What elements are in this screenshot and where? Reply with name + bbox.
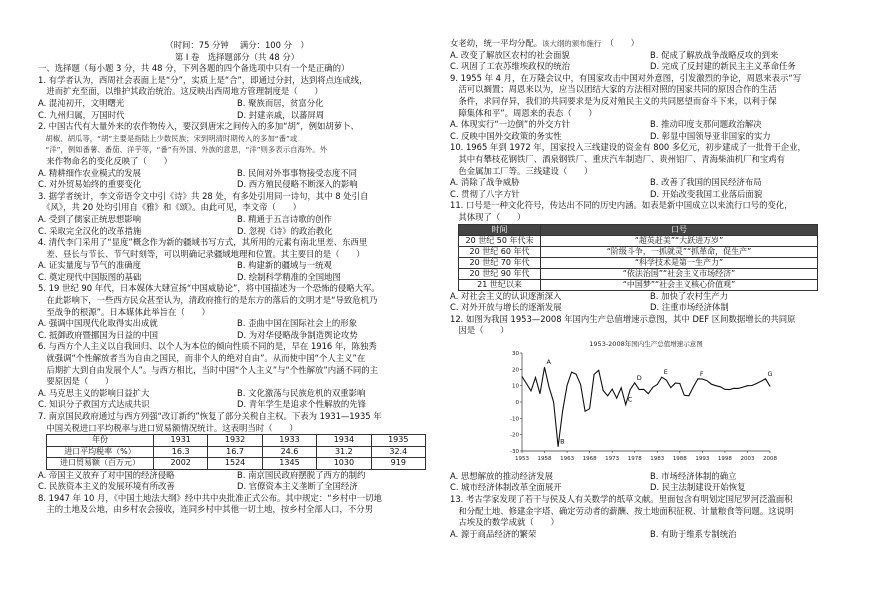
x-tick-label: 2008 xyxy=(763,455,777,462)
table-cell: 24.6 xyxy=(262,446,316,458)
option-c[interactable]: C. 奠定现代中国版图的基础 xyxy=(38,271,142,282)
data-point xyxy=(567,385,568,386)
table-cell: 31.2 xyxy=(317,446,371,458)
q5-options xyxy=(38,318,436,330)
option-d[interactable]: D. 绘制科学精准的全国地图 xyxy=(237,271,341,282)
q8-stem-continued xyxy=(450,38,850,50)
q12-options xyxy=(450,482,850,494)
data-point xyxy=(670,387,671,388)
data-point xyxy=(544,367,545,368)
option-b[interactable]: B. 构建新的疆域与一统观 xyxy=(237,260,332,271)
data-point xyxy=(734,388,735,389)
annotation-label: D xyxy=(636,373,642,382)
q13-stem: 和分配土地、修建金字塔、确定劳动者的薪酬、按土地面积征税、计量粮食等问题。这说明 xyxy=(450,505,794,516)
exam-time: （时间：75 分钟 满分：100 分 ） xyxy=(165,40,309,50)
option-a[interactable]: A. 消除了战争威胁 xyxy=(450,177,520,188)
q3-stem: 3. 据学者统计，李文帝语令文中引《诗》共 28 处，有多处引用同一诗句，其中 8 处引自 xyxy=(38,190,369,201)
q10-stem: 其中有攀枝花钢铁厂、酒泉钢铁厂、重庆汽车制造厂、贵州铝厂、青海柴油机厂和宝鸡有 xyxy=(450,153,785,164)
data-point xyxy=(616,398,617,399)
data-point xyxy=(571,372,572,373)
table-cell: 919 xyxy=(371,458,425,470)
q2-stem: 胡椒、胡瓜等，“胡”主要是指陆上少数民族；宋到明清时期传入的多加“番”或 xyxy=(38,133,298,143)
table-cell: “中国梦”“社会主义核心价值观” xyxy=(541,279,818,290)
tariff-table xyxy=(46,434,426,470)
table-cell: 16.7 xyxy=(208,446,262,458)
data-point xyxy=(693,386,694,387)
instructions: 一、选择题（每小题 3 分，共 48 分，下列各题的四个备选项中只有一个是正确的） xyxy=(38,63,350,74)
option-a[interactable]: A. 精耕细作农业模式的发展 xyxy=(38,167,142,178)
q3-options xyxy=(38,214,436,226)
y-tick-label: -30 xyxy=(510,448,519,455)
data-point xyxy=(706,380,707,381)
data-point xyxy=(666,379,667,380)
data-point xyxy=(684,395,685,396)
option-b[interactable]: B. 促成了解放战争战略反攻的到来 xyxy=(650,49,779,60)
table-header-cell: 时间 xyxy=(459,224,541,235)
option-a[interactable]: A. 源于商品经济的繁荣 xyxy=(450,528,537,539)
x-tick-label: 1958 xyxy=(537,455,552,462)
gdp-chart-svg xyxy=(450,337,850,471)
data-point xyxy=(770,386,771,387)
option-d[interactable]: D. 为对华侵略战争制造舆论攻势 xyxy=(237,329,358,340)
q8-options xyxy=(450,61,850,73)
q6-stem: 就强调“个性解放者当为自由之国民，而非个人的绝对自由”。从而使中国“个人主义”在 xyxy=(38,353,366,364)
q8-note: 该大纲的颁布施行 xyxy=(542,39,602,48)
q12-options xyxy=(450,471,850,483)
option-c[interactable]: C. 贯彻了八字方针 xyxy=(450,188,520,199)
table-cell: “超英赶美”“大跃进万岁” xyxy=(541,235,818,246)
data-point xyxy=(549,387,550,388)
x-tick-label: 1953 xyxy=(515,455,529,462)
q8-text: 女老幼，统一平均分配。 xyxy=(450,38,543,48)
table-cell: 1345 xyxy=(262,458,316,470)
q11-options xyxy=(450,302,850,314)
option-d[interactable]: D. 注重市场经济体制 xyxy=(650,302,729,313)
table-row xyxy=(47,458,426,470)
q6-options xyxy=(38,388,436,400)
data-point xyxy=(589,408,590,409)
table-row xyxy=(47,446,426,458)
q9-stem: 活可以搁置；周恩来以为，应当以团结大家的方法相对照的国家共同的原因合作的生活 xyxy=(450,84,777,95)
data-point xyxy=(648,393,649,394)
data-point xyxy=(747,385,748,386)
q1-options xyxy=(38,110,436,122)
table-header-row xyxy=(459,224,818,235)
q9-stem: 障集体和平”。周恩来的表态（ ） xyxy=(450,107,597,118)
q10-stem: 色金属加工厂等。三线建设（ ） xyxy=(450,165,593,176)
x-tick-label: 1993 xyxy=(695,455,710,462)
data-point xyxy=(553,401,554,402)
data-point xyxy=(697,378,698,379)
data-point xyxy=(625,404,626,405)
option-d[interactable]: D. 官僚资本主义垄断了全国经济 xyxy=(237,481,358,492)
data-point xyxy=(540,393,541,394)
q1-stem: 进而扩充至面，以维护其政治统治。这反映出西周地方管理制度是（ ） xyxy=(38,86,323,97)
option-a[interactable]: A. 受到了儒家正统思想影响 xyxy=(38,213,142,224)
option-a[interactable]: A. 改变了解放区农村的社会面貌 xyxy=(450,49,570,60)
data-point xyxy=(657,384,658,385)
table-cell: “阶级斗争，一抓就灵”“抓革命，促生产” xyxy=(541,246,818,257)
table-header-cell: 1932 xyxy=(208,435,262,447)
table-header-row xyxy=(47,435,426,447)
table-cell: 20 世纪 70 年代 xyxy=(459,257,541,268)
annotation-label: F xyxy=(699,369,704,378)
q6-stem: 6. 与西方个人主义以自我回归、以个人为本位的倾向性质不同的是，早在 1916 年，陈独秀 xyxy=(38,341,377,352)
table-row xyxy=(459,257,818,268)
data-point xyxy=(675,383,676,384)
option-d[interactable]: D. 民主法制建设开始恢复 xyxy=(650,482,746,493)
q4-options xyxy=(38,272,436,284)
data-point xyxy=(679,383,680,384)
option-a[interactable]: A. 对社会主义的认识逐渐深入 xyxy=(450,290,562,301)
option-b[interactable]: B. 南京国民政府摆脱了西方的制约 xyxy=(237,469,366,480)
q5-stem: 在此影响下，一些西方民众甚至认为，清政府推行的是东方的落后的文明才是“导致危机乃 xyxy=(38,295,378,306)
q2-stem: 2. 中国古代有大量外来的农作物传入，要汉到唐宋之间传入的多加“胡”，例如胡萝卜、 xyxy=(38,121,359,132)
x-tick-label: 1973 xyxy=(605,455,620,462)
section-title: 第 I 卷 选择题部分（共 48 分） xyxy=(174,51,300,62)
q13-stem: 13. 考古学家发现了若干与侯及人有关数学的纸草文献。里面包含有明划定国尼罗河泛滥面积 xyxy=(450,494,793,505)
option-c[interactable]: C. 巩固了工农苏维埃政权的统治 xyxy=(450,61,571,72)
annotation-label: C xyxy=(627,395,633,404)
option-b[interactable]: B. 聚族而居，贫富分化 xyxy=(237,97,324,108)
data-point xyxy=(661,377,662,378)
option-b[interactable]: B. 民间对外事事物接受态度不同 xyxy=(237,167,357,178)
x-tick-label: 1988 xyxy=(672,455,687,462)
q1-options xyxy=(38,98,436,110)
option-c[interactable]: C. 九州归属，万国时代 xyxy=(38,109,125,120)
option-a[interactable]: A. 思想解放的推动经济发展 xyxy=(450,470,554,481)
chart-title: 1953-2008年国内生产总值增速示意图 xyxy=(589,339,703,348)
option-a[interactable]: A. 帝国主义放弃了对中国的经济侵略 xyxy=(38,469,175,480)
option-b[interactable]: B. 改善了我国的国民经济布局 xyxy=(650,177,762,188)
data-point xyxy=(725,389,726,390)
q4-stem: 4. 清代李门采用了“显度”概念作为新的疆域书写方式，其所用的元素有南北里差、东西里 xyxy=(38,237,368,248)
option-b[interactable]: B. 有助于维系专制统治 xyxy=(650,528,737,539)
q1-stem: 1. 有学者认为，西周社会表面上是“分”，实质上是“合”，即通过分封，达到将点连成线， xyxy=(38,74,368,85)
option-c[interactable]: C. 反映中国外交政策的务实性 xyxy=(450,130,562,141)
option-a[interactable]: A. 混沌初开，文明曙光 xyxy=(38,97,125,108)
option-c[interactable]: C. 抵御政府暨挪国为日益的中国 xyxy=(38,329,159,340)
option-b[interactable]: B. 市场经济体制的确立 xyxy=(650,470,737,481)
q2-options xyxy=(38,168,436,180)
option-d[interactable]: D. 开始改变我国工业落后面貌 xyxy=(650,188,763,199)
option-c[interactable]: C. 对外开放与增长的逐渐发展 xyxy=(450,302,562,313)
table-header-cell: 1931 xyxy=(154,435,208,447)
table-row xyxy=(459,279,818,290)
data-point xyxy=(630,389,631,390)
data-point xyxy=(522,376,523,377)
gdp-series-line xyxy=(522,367,773,446)
option-d[interactable]: D. 封建亲戚，以蕃屏周 xyxy=(237,109,325,120)
table-cell: 1524 xyxy=(208,458,262,470)
data-point xyxy=(765,378,766,379)
y-tick-label: 0 xyxy=(515,399,519,406)
q6-stem: 要原因是（ ） xyxy=(38,376,114,387)
data-point xyxy=(576,374,577,375)
x-tick-label: 1968 xyxy=(582,455,597,462)
table-cell: 1030 xyxy=(317,458,371,470)
table-header-cell: 1934 xyxy=(317,435,371,447)
q8-stem: 8. 1947 年 10 月，《中国土地法大纲》经中共中央批准正式公布。其中规定：“乡村中一切地 xyxy=(38,492,382,503)
annotation-label: A xyxy=(546,358,551,367)
option-a[interactable]: A. 证实量度与节气的准确度 xyxy=(38,260,142,271)
table-cell: “依法治国”“社会主义市场经济” xyxy=(541,268,818,279)
q2-stem: 来作物命名的变化反映了（ ） xyxy=(38,155,172,166)
x-tick-label: 1983 xyxy=(650,455,665,462)
q9-stem: 条件，求同存异，我们的共同要求是为反对殖民主义的共同愿望而奋斗下来，以利于保 xyxy=(450,95,777,106)
data-point xyxy=(603,390,604,391)
table-cell: 2002 xyxy=(154,458,208,470)
option-b[interactable]: B. 歪曲中国在国际社会上的形象 xyxy=(237,318,357,329)
q11-stem: 11. 口号是一种文化符号，传达出不同的历史内涵。如表是新中国成立以来流行口号的变化， xyxy=(450,200,793,211)
q11-stem: 其体现了（ ） xyxy=(450,211,526,222)
table-header-cell: 年份 xyxy=(47,435,154,447)
q3-options xyxy=(38,226,436,238)
data-point xyxy=(580,384,581,385)
x-tick-label: 2003 xyxy=(740,455,755,462)
data-point xyxy=(594,374,595,375)
table-cell: 20 世纪 50 年代末 xyxy=(459,235,541,246)
q8-stem: 主的土地及公地，由乡村农会接收，连同乡村中其他一切土地，按乡村全部人口，不分男 xyxy=(38,504,373,515)
data-point xyxy=(558,446,559,447)
q5-stem: 5. 19 世纪 90 年代，日本媒体大肆宣扬“中国威胁论”，将中国描述为一个恐怖的侵略大军。 xyxy=(38,283,380,294)
data-point xyxy=(702,379,703,380)
x-tick-label: 1998 xyxy=(717,455,732,462)
q10-stem: 10. 1965 年到 1972 年，国家投入三线建设的资金有 800 多亿元，初步建成了一批骨干企业， xyxy=(450,142,806,153)
x-tick-label: 1978 xyxy=(627,455,642,462)
option-a[interactable]: A. 马克思主义的影响日益扩大 xyxy=(38,387,150,398)
q2-stem: “洋”，例如番薯、番茄、洋芋等，“番”有外国、外族的意思，“洋”则多表示自海外。外 xyxy=(38,145,328,155)
q5-options xyxy=(38,330,436,342)
data-point xyxy=(652,387,653,388)
data-point xyxy=(562,411,563,412)
option-c[interactable]: C. 知识分子救国方式达成共识 xyxy=(38,399,150,410)
gdp-growth-chart xyxy=(450,337,850,471)
data-point xyxy=(720,386,721,387)
table-cell: 21 世纪以来 xyxy=(459,279,541,290)
q7-options xyxy=(38,481,436,493)
data-point xyxy=(688,395,689,396)
data-point xyxy=(634,382,635,383)
q9-stem: 9. 1955 年 4 月，在万隆会议中，有国家攻击中国对外意图，引发激烈的争论，周恩来表示“写 xyxy=(450,72,802,83)
data-point xyxy=(585,411,586,412)
option-d[interactable]: D. 完成了反封建的新民主主义革命任务 xyxy=(650,61,796,72)
table-cell: 32.4 xyxy=(371,446,425,458)
option-d[interactable]: D. 青年学生是追求个性解放的先锋 xyxy=(237,399,367,410)
q7-stem: 中国关税进口平均税率与进口贸易额情况统计。这表明当时（ ） xyxy=(38,422,298,433)
slogan-table xyxy=(458,224,818,291)
table-cell: 20 世纪 60 年代 xyxy=(459,246,541,257)
data-point xyxy=(598,370,599,371)
data-point xyxy=(621,387,622,388)
data-point xyxy=(639,389,640,390)
q8-blank: （ ） xyxy=(601,38,639,48)
option-d[interactable]: D. 彰显中国领导亚非国家的实力 xyxy=(650,130,771,141)
q2-options xyxy=(38,179,436,191)
q12-stem: 12. 如图为我国 1953—2008 年国内生产总值增速示意图，其中 DEF 区间数据增长的共同原 xyxy=(450,313,796,324)
data-point xyxy=(607,395,608,396)
q13-options xyxy=(450,529,850,541)
data-point xyxy=(756,383,757,384)
table-cell: 20 世纪 90 年代 xyxy=(459,268,541,279)
option-c[interactable]: C. 对外贸易始终的重要变化 xyxy=(38,179,142,190)
table-header-cell: 1933 xyxy=(262,435,316,447)
q10-options xyxy=(450,177,850,189)
option-a[interactable]: A. 体现实行“一边倒”的外交方针 xyxy=(450,119,571,130)
data-point xyxy=(643,389,644,390)
q8-options xyxy=(450,50,850,62)
q7-stem: 7. 南京国民政府通过与西方列强“改订新约”恢复了部分关税自主权。下表为 1931—1935 年 xyxy=(38,411,382,421)
data-point xyxy=(729,389,730,390)
y-tick-label: 10 xyxy=(512,383,519,390)
q9-options xyxy=(450,119,850,131)
data-point xyxy=(752,385,753,386)
q7-options xyxy=(38,470,436,482)
y-tick-label: -10 xyxy=(510,416,519,423)
annotation-label: G xyxy=(767,369,773,378)
option-d[interactable]: D. 忽视《诗》的政治教化 xyxy=(237,225,333,236)
q11-options xyxy=(450,291,850,303)
option-a[interactable]: A. 强调中国现代化取得实出成就 xyxy=(38,318,158,329)
table-header-cell: 1935 xyxy=(371,435,425,447)
option-c[interactable]: C. 城市经济体制改革全面展开 xyxy=(450,482,562,493)
annotation-label: B xyxy=(560,437,565,446)
data-point xyxy=(531,390,532,391)
y-tick-label: 30 xyxy=(512,350,519,357)
option-c[interactable]: C. 采取完全汉化的改革措施 xyxy=(38,225,142,236)
data-point xyxy=(761,381,762,382)
table-header-cell: 口号 xyxy=(541,224,818,235)
q12-stem: 因是（ ） xyxy=(450,325,509,336)
annotation-label: E xyxy=(663,368,668,377)
table-cell: 进口平均税率（%） xyxy=(47,446,154,458)
option-c[interactable]: C. 民族资本主义的发展环境有所改善 xyxy=(38,481,175,492)
table-row xyxy=(459,235,818,246)
data-point xyxy=(743,387,744,388)
y-tick-label: 20 xyxy=(512,367,519,374)
q4-options xyxy=(38,260,436,272)
q13-stem: 古埃及的数学成就（ ） xyxy=(450,517,559,528)
option-b[interactable]: B. 文化激荡与民族危机的双重影响 xyxy=(237,387,366,398)
table-row xyxy=(459,246,818,257)
data-point xyxy=(738,388,739,389)
q6-options xyxy=(38,399,436,411)
y-tick-label: -20 xyxy=(510,432,519,439)
right-column xyxy=(450,40,850,540)
left-column xyxy=(38,40,436,516)
x-tick-label: 1963 xyxy=(560,455,575,462)
table-cell: “科学技术是第一生产力” xyxy=(541,257,818,268)
q3-stem: 《风》，共 20 处均引用自《雅》和《颂》。由此可见，李文帝（ ） xyxy=(38,202,302,213)
q5-stem: 至战争的根源”。日本媒体此举旨在（ ） xyxy=(38,306,210,317)
data-point xyxy=(612,389,613,390)
data-point xyxy=(715,385,716,386)
q10-options xyxy=(450,189,850,201)
q6-stem: 后期扩大到自由发展个人”。与西方相比，当时中国“个人主义”与“个性解放”内涵不同的主 xyxy=(38,364,378,375)
table-cell: 16.3 xyxy=(154,446,208,458)
table-row xyxy=(459,268,818,279)
option-b[interactable]: B. 加快了农村生产力 xyxy=(650,290,729,301)
option-b[interactable]: B. 推动印度支那问题政治解决 xyxy=(650,119,762,130)
option-d[interactable]: D. 西方殖民侵略不断深入的影响 xyxy=(237,179,358,190)
data-point xyxy=(535,377,536,378)
option-b[interactable]: B. 精通于五言诗歌的创作 xyxy=(237,213,332,224)
table-cell: 进口贸易额（百万元） xyxy=(47,458,154,470)
q9-options xyxy=(450,131,850,143)
q4-stem: 差、昼长与节长、节气时刻等，可以明确记录疆域地理和位置。其主要目的是（ ） xyxy=(38,248,365,259)
data-point xyxy=(711,384,712,385)
